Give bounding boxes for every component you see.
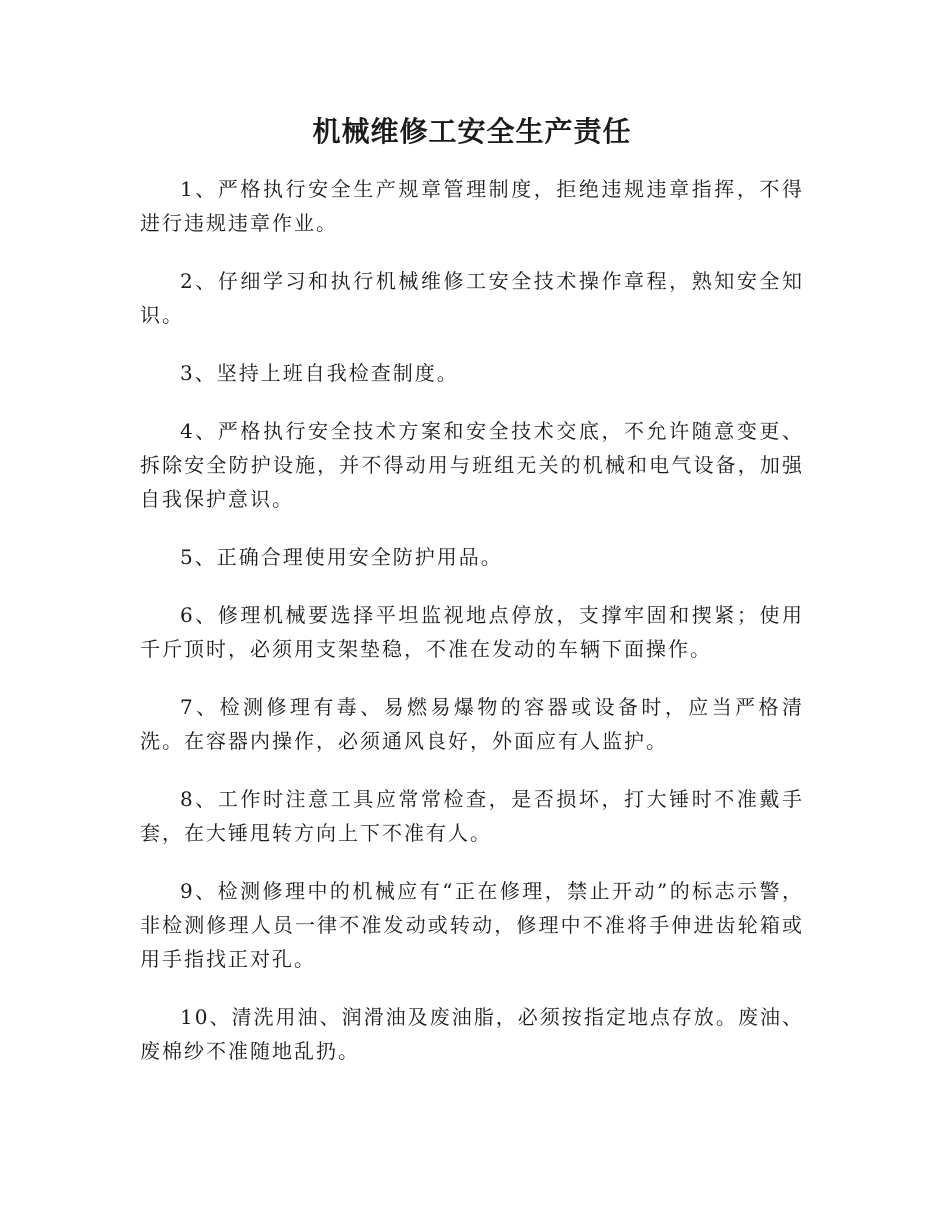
document-page [140, 112, 804, 1092]
rule-paragraph-9: 9、检测修理中的机械应有“正在修理，禁止开动”的标志示警，非检测修理人员一律不准发动或转动，修理中不准将手伸进齿轮箱或用手指找正对孔。 [140, 879, 804, 971]
rule-paragraph-5: 5、正确合理使用安全防护用品。 [180, 545, 503, 569]
rule-paragraph-8: 8、工作时注意工具应常常检查，是否损坏，打大锤时不准戴手套，在大锤甩转方向上下不准有人。 [140, 787, 804, 845]
rule-paragraph-2: 2、仔细学习和执行机械维修工安全技术操作章程，熟知安全知识。 [140, 269, 804, 327]
rule-paragraph-4: 4、严格执行安全技术方案和安全技术交底，不允许随意变更、拆除安全防护设施，并不得动用与班组无关的机械和电气设备，加强自我保护意识。 [140, 419, 804, 511]
rule-paragraph-10: 10、清洗用油、润滑油及废油脂，必须按指定地点存放。废油、废棉纱不准随地乱扔。 [140, 1005, 804, 1063]
rule-paragraph-6: 6、修理机械要选择平坦监视地点停放，支撑牢固和揳紧；使用千斤顶时，必须用支架垫稳，不准在发动的车辆下面操作。 [140, 603, 804, 661]
rule-paragraph-3: 3、坚持上班自我检查制度。 [180, 361, 459, 385]
rule-paragraph-1: 1、严格执行安全生产规章管理制度，拒绝违规违章指挥，不得进行违规违章作业。 [140, 177, 804, 235]
document-title: 机械维修工安全生产责任 [312, 115, 632, 148]
rule-paragraph-7: 7、检测修理有毒、易燃易爆物的容器或设备时，应当严格清洗。在容器内操作，必须通风良好，外面应有人监护。 [140, 695, 804, 753]
